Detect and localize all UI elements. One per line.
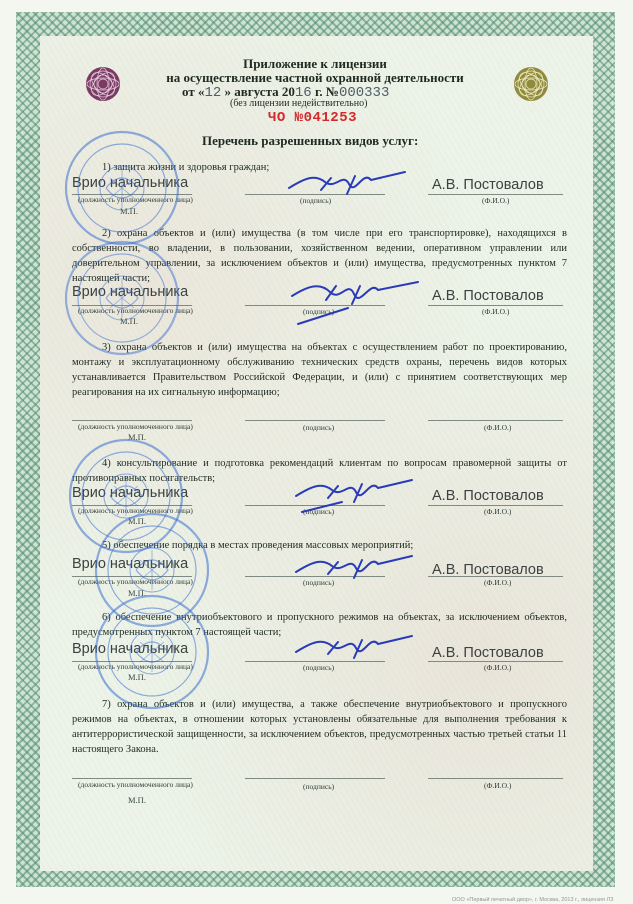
seal-place-7: М.П. [128, 795, 146, 805]
signer-position-5: Врио начальника [72, 556, 189, 572]
signer-name-2: А.В. Постовалов [432, 288, 544, 304]
fio-line-1 [428, 194, 563, 195]
signature-label-4: (подпись) [303, 507, 335, 516]
signer-position-2: Врио начальника [72, 284, 189, 300]
position-label-6: (должность уполномоченного лица) [78, 662, 193, 671]
fio-label-1: (Ф.И.О.) [482, 196, 510, 205]
position-label-2: (должность уполномоченного лица) [78, 306, 193, 315]
seal-place-1: М.П. [120, 206, 138, 216]
fio-line-4 [428, 505, 563, 506]
license-number: 000333 [338, 85, 390, 101]
handwritten-signature-4 [292, 472, 422, 516]
fio-label-6: (Ф.И.О.) [484, 663, 512, 672]
date-year-a: 20 [281, 84, 295, 99]
service-item-2: 2) охрана объектов и (или) имущества (в том числе при его транспортировке), находящихся в собственности, во владении, в пользовании, хозяйственном ведении, оперативном управлении или доверительном управлении, за исключением объектов и (или) имущества, предусмотренных пунктом 7 настоящей части; [72, 228, 567, 284]
signature-label-6: (подпись) [303, 663, 335, 672]
date-year-b: 16 [294, 85, 312, 101]
round-seal-stamp-6 [92, 592, 212, 712]
signer-name-4: А.В. Постовалов [432, 488, 544, 504]
seal-place-3: М.П. [128, 432, 146, 442]
signature-label-1: (подпись) [300, 196, 332, 205]
fio-label-7: (Ф.И.О.) [484, 781, 512, 790]
service-item-5: 5) обеспечение порядка в местах проведения массовых мероприятий; [102, 540, 414, 551]
fio-line-7 [428, 778, 563, 779]
rosette-right-icon [513, 66, 549, 102]
signer-name-5: А.В. Постовалов [432, 562, 544, 578]
printer-imprint: ООО «Первый печатный двор», г. Москва, 2013 г., лицензия ЛЗ [452, 897, 614, 903]
round-seal-stamp-2 [62, 238, 182, 358]
signer-position-4: Врио начальника [72, 485, 189, 501]
position-label-4: (должность уполномоченного лица) [78, 506, 193, 515]
signature-label-2: (подпись) [303, 307, 335, 316]
round-seal-stamp-1 [62, 128, 182, 248]
rosette-left-icon [85, 66, 121, 102]
seal-place-5: М.П. [128, 588, 146, 598]
signer-name-6: А.В. Постовалов [432, 645, 544, 661]
signature-line-7 [245, 778, 385, 779]
position-label-3: (должность уполномоченного лица) [78, 422, 193, 431]
signer-name-1: А.В. Постовалов [432, 177, 544, 193]
date-suffix: г. № [314, 84, 339, 99]
position-line-3 [72, 420, 192, 421]
position-label-5: (должность уполномоченного лица) [78, 577, 193, 586]
services-heading: Перечень разрешенных видов услуг: [202, 133, 419, 148]
position-label-7: (должность уполномоченного лица) [78, 780, 193, 789]
form-serial-number: ЧО №041253 [268, 110, 358, 126]
handwritten-signature-5 [292, 548, 422, 588]
service-item-6: 6) обеспечение внутриобъектового и пропускного режимов на объектах, за исключением объектов, предусмотренных пунктом 7 настоящей части; [72, 612, 567, 638]
position-line-7 [72, 778, 192, 779]
document-title: Приложение к лицензии [243, 56, 387, 71]
seal-place-4: М.П. [128, 516, 146, 526]
service-item-3: 3) охрана объектов и (или) имущества на объектах с осуществлением работ по проектированию, монтажу и эксплуатационному обслуживанию технических средств охраны, перечень видов которых устанавливается Правительством Российской Федерации, и (или) с принятием соответствующих мер реагирования на их сигнальную информацию; [72, 342, 567, 398]
fio-label-3: (Ф.И.О.) [484, 423, 512, 432]
validity-note: (без лицензии недействительно) [230, 98, 368, 109]
fio-label-4: (Ф.И.О.) [484, 507, 512, 516]
signature-label-3: (подпись) [303, 423, 335, 432]
signature-label-5: (подпись) [303, 578, 335, 587]
date-prefix: от « [182, 84, 205, 99]
seal-place-6: М.П. [128, 672, 146, 682]
handwritten-signature-6 [292, 628, 422, 668]
date-month: » августа [224, 84, 279, 99]
fio-line-3 [428, 420, 563, 421]
signature-label-7: (подпись) [303, 782, 335, 791]
fio-line-6 [428, 661, 563, 662]
signer-position-1: Врио начальника [72, 175, 189, 191]
signer-position-6: Врио начальника [72, 641, 189, 657]
handwritten-signature-1 [285, 164, 415, 204]
fio-line-2 [428, 305, 563, 306]
fio-line-5 [428, 576, 563, 577]
date-day: 12 [204, 85, 222, 101]
fio-label-5: (Ф.И.О.) [484, 578, 512, 587]
seal-place-2: М.П. [120, 316, 138, 326]
service-item-1: 1) защита жизни и здоровья граждан; [102, 162, 270, 173]
signature-line-3 [245, 420, 385, 421]
position-label-1: (должность уполномоченного лица) [78, 195, 193, 204]
document-subtitle: на осуществление частной охранной деятельности [166, 70, 464, 85]
service-item-7: 7) охрана объектов и (или) имущества, а также обеспечение внутриобъектового и пропускного режимов на объектах, в отношении которых установлены обязательные для выполнения требования к антитеррористической защищенности, за исключением объектов, предусмотренных частью третьей статьи 11 настоящего Закона. [72, 699, 567, 755]
fio-label-2: (Ф.И.О.) [482, 307, 510, 316]
handwritten-signature-2 [288, 274, 428, 330]
service-item-4: 4) консультирование и подготовка рекомендаций клиентам по вопросам правомерной защиты от противоправных посягательств; [72, 458, 567, 484]
